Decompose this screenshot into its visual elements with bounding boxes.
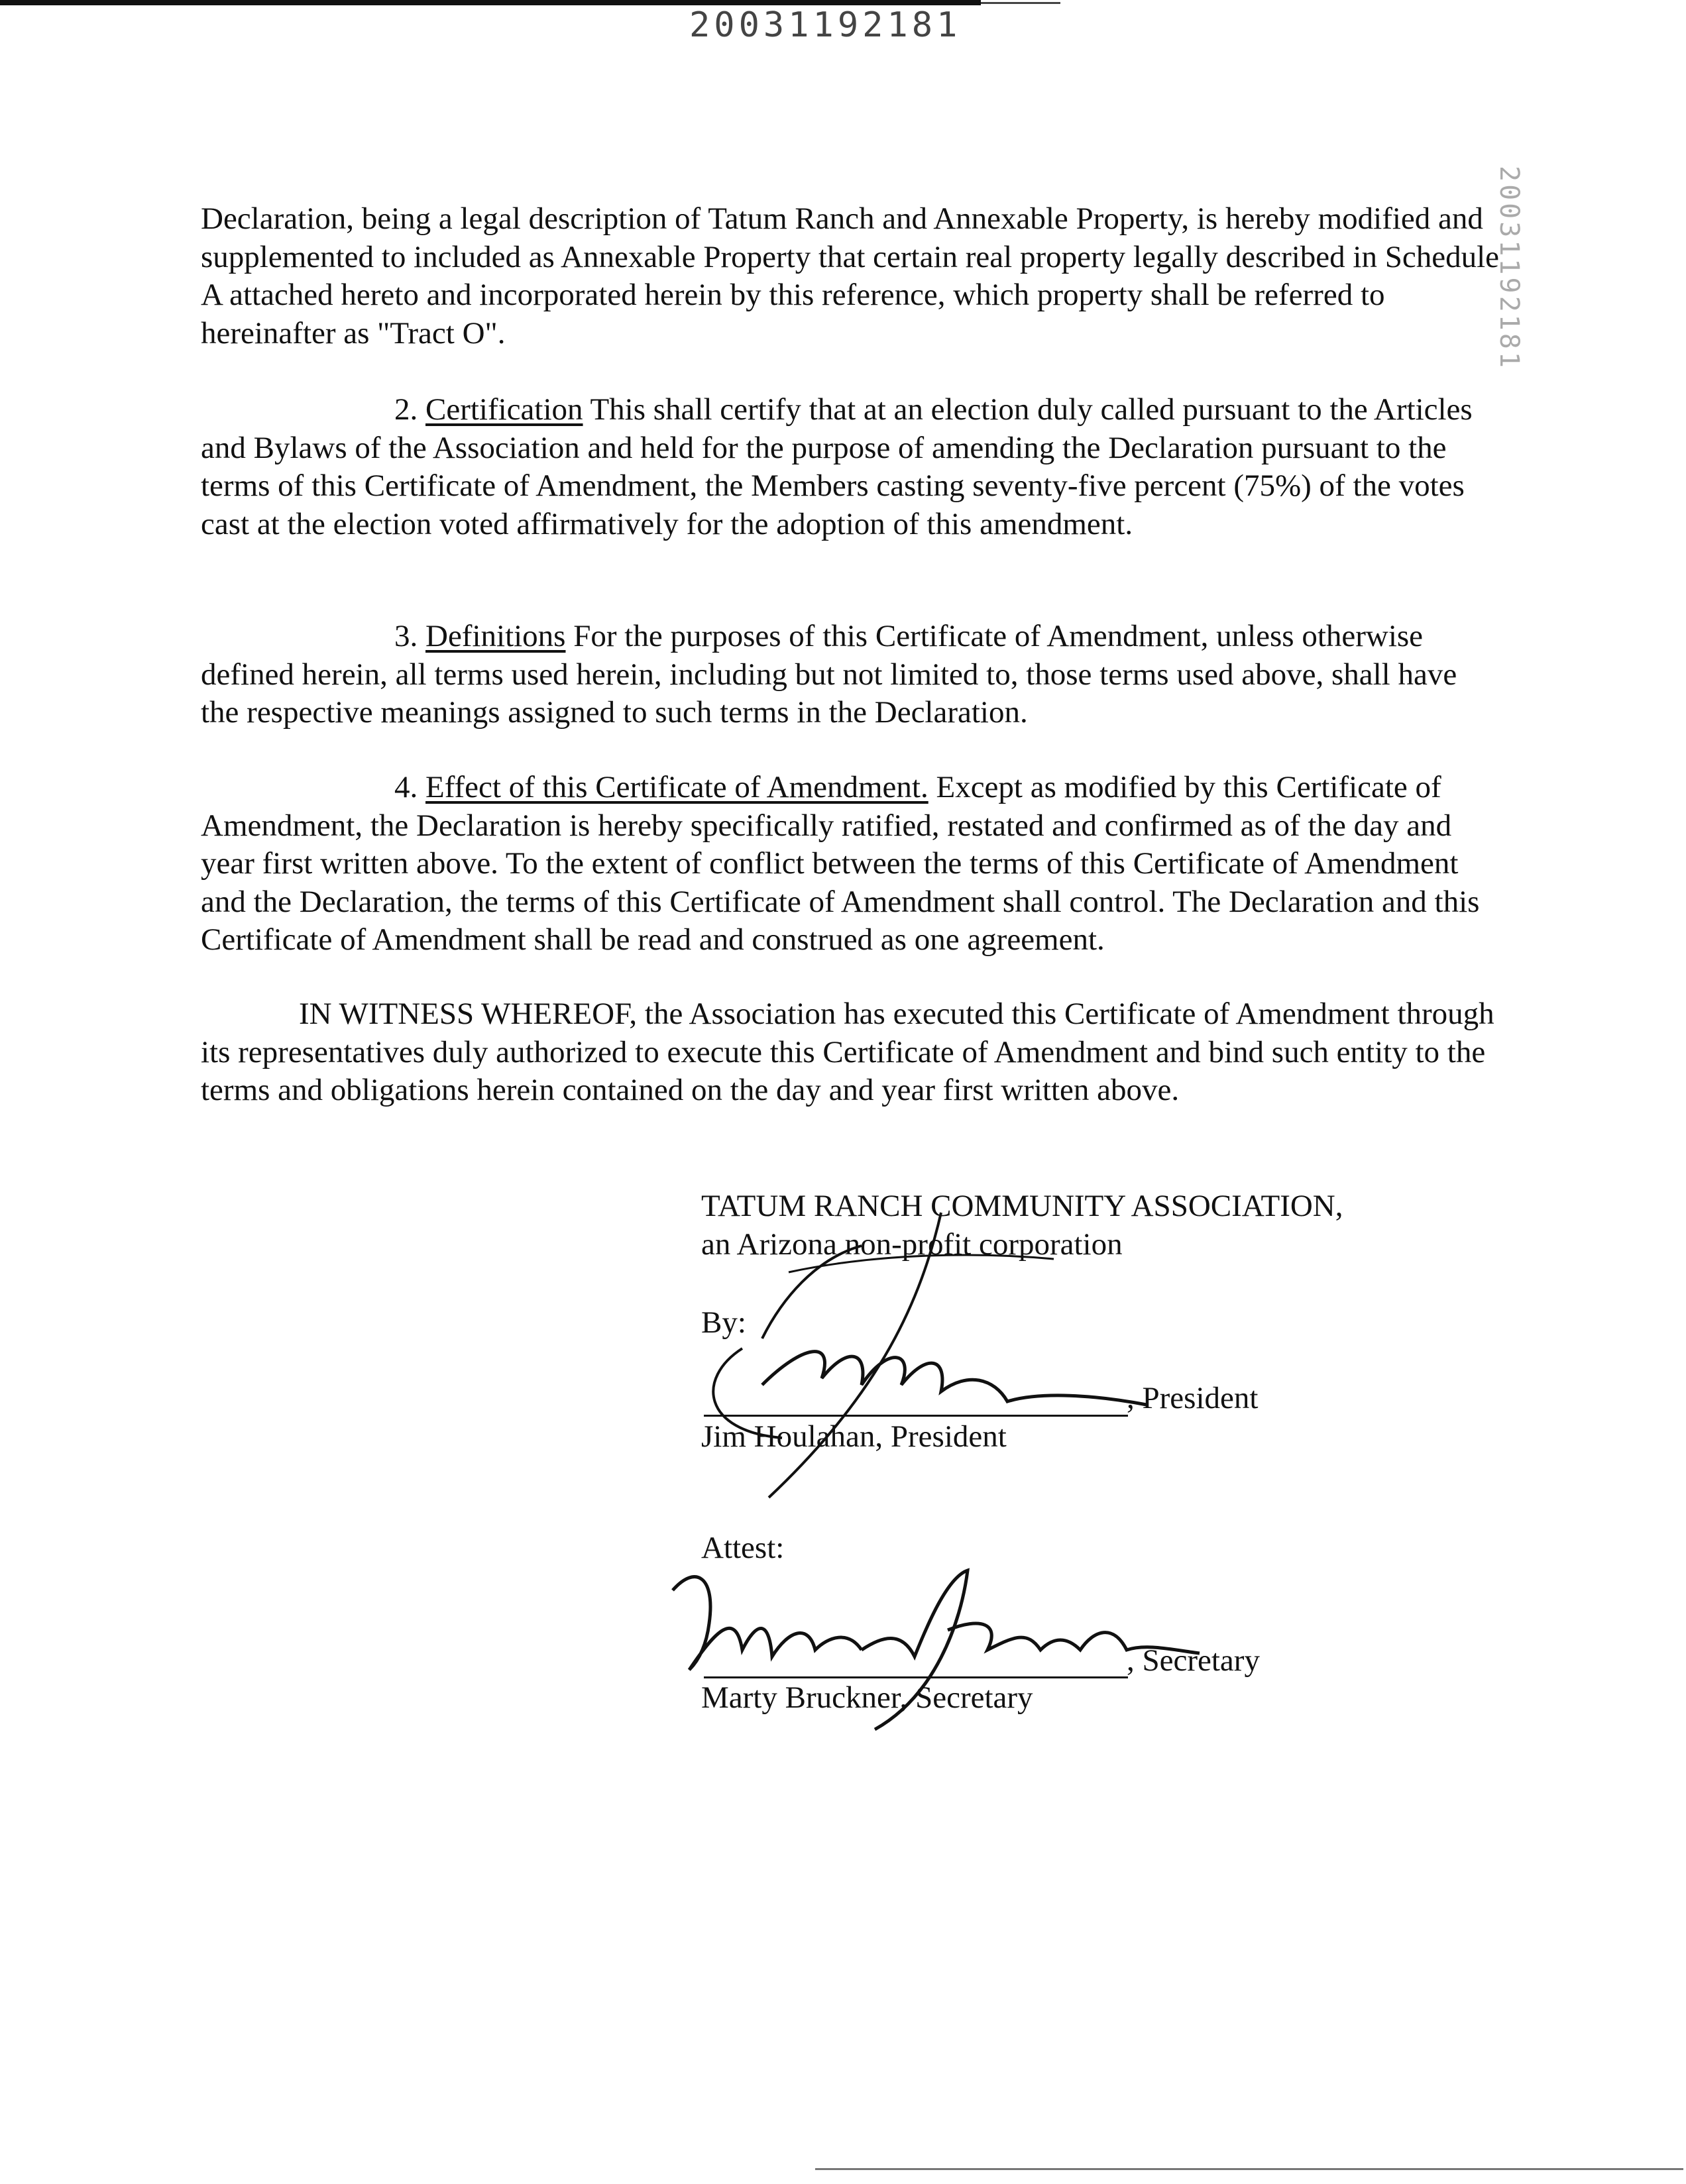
secretary-title: , Secretary bbox=[1127, 1643, 1260, 1678]
top-rule-thin bbox=[981, 2, 1060, 4]
organization-description: an Arizona non-profit corporation bbox=[701, 1227, 1123, 1262]
by-label: By: bbox=[701, 1305, 746, 1340]
secretary-name: Marty Bruckner, Secretary bbox=[701, 1680, 1033, 1715]
bottom-rule bbox=[815, 2168, 1683, 2170]
paragraph-4-number: 4. bbox=[394, 770, 418, 804]
witness-paragraph bbox=[201, 995, 1500, 1110]
top-rule bbox=[0, 0, 981, 5]
paragraph-3-heading: Definitions bbox=[425, 619, 566, 653]
paragraph-1: Declaration, being a legal description of Tatum Ranch and Annexable Property, is hereby modified and supplemented to included as Annexable Property that certain real property legally described in Schedule A attached hereto and incorporated herein by this reference, which property shall be referred to hereinafter as "Tract O". bbox=[201, 201, 1499, 351]
organization-name: TATUM RANCH COMMUNITY ASSOCIATION, bbox=[701, 1189, 1343, 1223]
side-stamp: 20031192181 bbox=[1494, 166, 1524, 370]
president-title: , President bbox=[1127, 1381, 1259, 1415]
recording-number: 20031192181 bbox=[689, 5, 962, 45]
paragraph-2-number: 2. bbox=[394, 392, 418, 427]
president-signature bbox=[683, 1179, 1226, 1511]
paragraph-4-heading: Effect of this Certificate of Amendment. bbox=[425, 770, 928, 804]
paragraph-3 bbox=[201, 618, 1500, 732]
paragraph-3-number: 3. bbox=[394, 619, 418, 653]
secretary-signature bbox=[656, 1551, 1253, 1749]
paragraph-2-text: This shall certify that at an election duly called pursuant to the Articles and Bylaws of the Association and held for the purpose of amending the Declaration pursuant to the terms of this Certificate of Amendment, the Members casting seventy-five percent (75%) of the votes cast at the election voted affirmatively for the adoption of this amendment. bbox=[201, 392, 1473, 541]
witness-text: IN WITNESS WHEREOF, the Association has executed this Certificate of Amendment through its representatives duly authorized to execute this Certificate of Amendment and bind such entity to the terms and obligations herein contained on the day and year first written above. bbox=[201, 997, 1494, 1107]
president-name: Jim Houlahan, President bbox=[701, 1419, 1007, 1454]
attest-label: Attest: bbox=[701, 1531, 785, 1565]
paragraph-2 bbox=[201, 391, 1500, 543]
paragraph-2-heading: Certification bbox=[425, 392, 583, 427]
paragraph-3-text: For the purposes of this Certificate of Amendment, unless otherwise defined herein, all terms used herein, including but not limited to, those terms used above, shall have the respective meanings assigned to such terms in the Declaration. bbox=[201, 619, 1457, 730]
paragraph-4 bbox=[201, 769, 1500, 959]
paragraph-4-text: Except as modified by this Certificate of Amendment, the Declaration is hereby specifically ratified, restated and confirmed as of the day and year first written above. To the extent of conflict between the terms of this Certificate of Amendment and the Declaration, the terms of this Certificate of Amendment shall control. The Declaration and this Certificate of Amendment shall be read and construed as one agreement. bbox=[201, 770, 1480, 957]
